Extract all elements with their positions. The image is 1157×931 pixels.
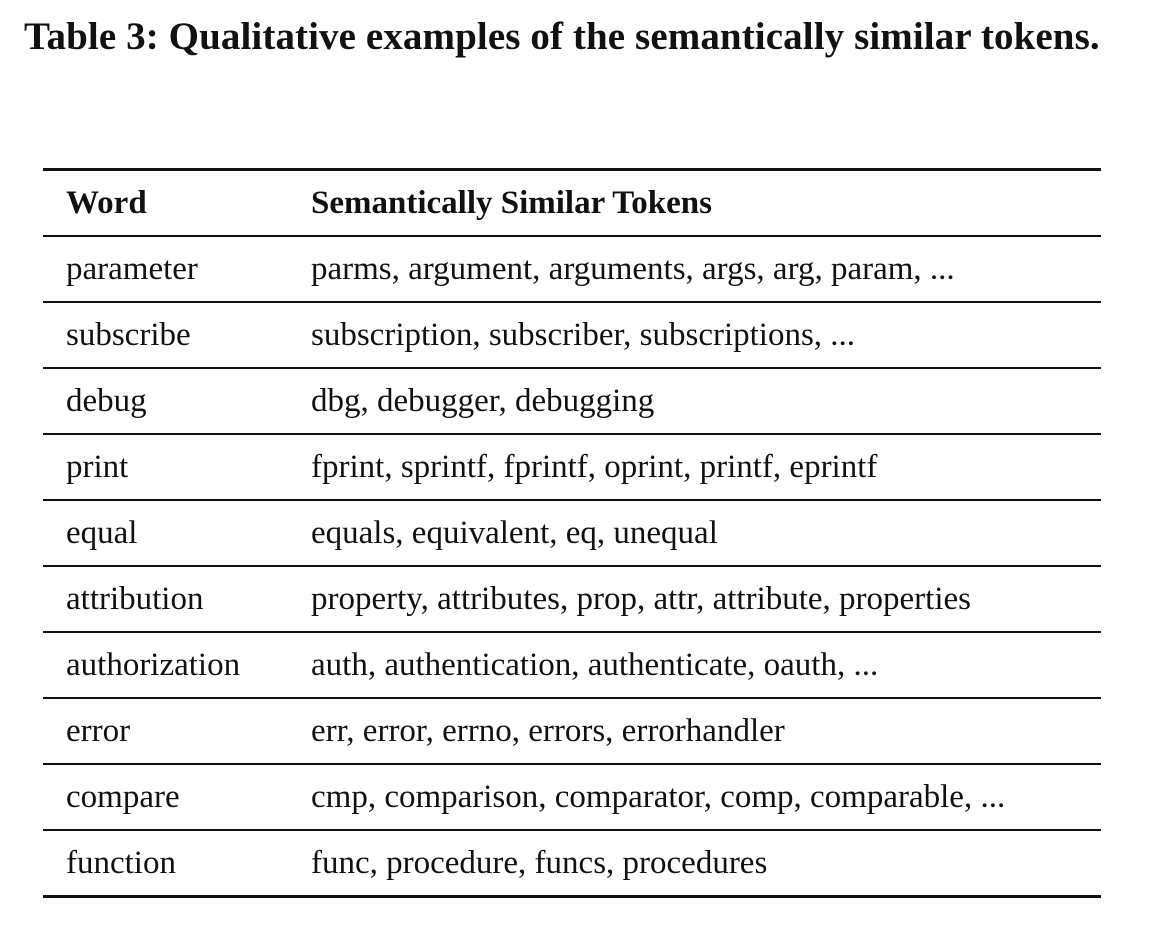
- tokens-cell: subscription, subscriber, subscriptions, ...: [311, 316, 856, 353]
- word-cell: subscribe: [66, 316, 191, 353]
- table-row: [43, 698, 1101, 764]
- table-row: [43, 368, 1101, 434]
- word-cell: attribution: [66, 580, 204, 617]
- tokens-cell: parms, argument, arguments, args, arg, param, ...: [311, 250, 955, 287]
- word-cell: error: [66, 712, 131, 749]
- table-row: [43, 302, 1101, 368]
- tokens-cell: auth, authentication, authenticate, oauth, ...: [311, 646, 879, 683]
- column-header-tokens: Semantically Similar Tokens: [311, 184, 712, 221]
- word-cell: debug: [66, 382, 147, 419]
- tokens-cell: func, procedure, funcs, procedures: [311, 844, 768, 881]
- table-header-row: [43, 170, 1101, 237]
- table-row: [43, 764, 1101, 830]
- tokens-cell: equals, equivalent, eq, unequal: [311, 514, 718, 551]
- tokens-cell: cmp, comparison, comparator, comp, comparable, ...: [311, 778, 1006, 815]
- table-row: [43, 434, 1101, 500]
- table-row: [43, 566, 1101, 632]
- table-row: [43, 632, 1101, 698]
- tokens-cell: dbg, debugger, debugging: [311, 382, 655, 419]
- table-row: [43, 236, 1101, 302]
- tokens-cell: property, attributes, prop, attr, attribute, properties: [311, 580, 971, 617]
- results-table: [43, 168, 1101, 898]
- table-row: [43, 500, 1101, 566]
- word-cell: parameter: [66, 250, 198, 287]
- word-cell: compare: [66, 778, 180, 815]
- word-cell: print: [66, 448, 129, 485]
- results-table-container: [43, 168, 1101, 898]
- table-row: [43, 830, 1101, 897]
- word-cell: authorization: [66, 646, 241, 683]
- tokens-cell: err, error, errno, errors, errorhandler: [311, 712, 785, 749]
- word-cell: function: [66, 844, 176, 881]
- column-header-word: Word: [66, 184, 147, 221]
- word-cell: equal: [66, 514, 138, 551]
- table-caption: Table 3: Qualitative examples of the semantically similar tokens.: [24, 15, 1100, 58]
- tokens-cell: fprint, sprintf, fprintf, oprint, printf, eprintf: [311, 448, 878, 485]
